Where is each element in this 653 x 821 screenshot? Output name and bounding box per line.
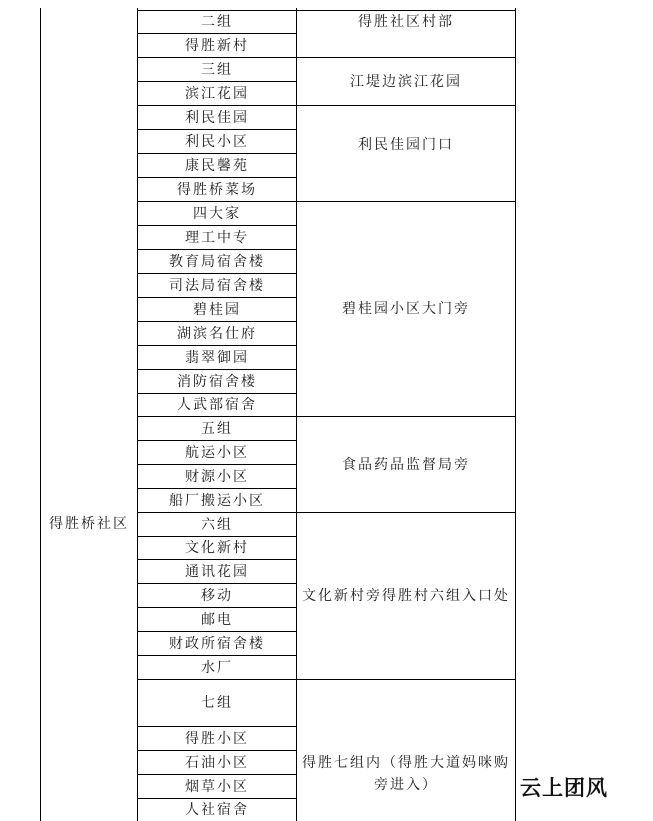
unit-cell: 翡翠御园 — [185, 349, 249, 366]
location-cell: 江堤边滨江花园 — [350, 73, 462, 90]
unit-cell: 财源小区 — [185, 468, 249, 485]
unit-cell: 利民佳园 — [185, 109, 249, 126]
unit-cell: 教育局宿舍楼 — [169, 253, 265, 270]
unit-cell: 六组 — [201, 516, 233, 533]
location-cell: 文化新村旁得胜村六组入口处 — [302, 588, 510, 604]
watermark-logo: 云上团风 — [520, 775, 608, 800]
unit-cell: 人社宿舍 — [185, 802, 249, 818]
community-name: 得胜桥社区 — [49, 516, 129, 532]
unit-cell: 财政所宿舍楼 — [169, 635, 265, 652]
unit-cell: 三组 — [201, 61, 233, 78]
unit-cell: 康民馨苑 — [185, 157, 249, 174]
unit-cell: 四大家 — [193, 205, 241, 222]
unit-cell: 二组 — [201, 14, 233, 30]
location-cell: 得胜七组内（得胜大道妈咪购旁进入） — [302, 755, 510, 793]
unit-cell: 水厂 — [201, 659, 233, 676]
unit-cell: 七组 — [201, 695, 233, 711]
location-cell: 利民佳园门口 — [358, 136, 454, 153]
unit-cell: 司法局宿舍楼 — [169, 277, 265, 294]
unit-cell: 五组 — [201, 420, 233, 437]
unit-cell: 消防宿舍楼 — [177, 373, 257, 390]
unit-cell: 利民小区 — [185, 133, 249, 150]
unit-cell: 得胜小区 — [185, 730, 249, 747]
unit-cell: 移动 — [201, 587, 233, 604]
unit-cell: 航运小区 — [185, 444, 249, 461]
unit-cell: 文化新村 — [185, 540, 249, 556]
unit-cell: 滨江花园 — [185, 85, 249, 102]
unit-cell: 湖滨名仕府 — [177, 325, 257, 342]
unit-cell: 理工中专 — [185, 229, 249, 246]
location-cell: 食品药品监督局旁 — [342, 456, 470, 473]
unit-cell: 得胜新村 — [185, 37, 249, 54]
location-cell: 碧桂园小区大门旁 — [342, 301, 470, 317]
location-cell: 得胜社区村部 — [358, 14, 454, 30]
unit-cell: 得胜桥菜场 — [177, 181, 257, 198]
unit-cell: 通讯花园 — [185, 563, 249, 580]
unit-cell: 烟草小区 — [185, 778, 249, 795]
unit-cell: 船厂搬运小区 — [169, 492, 265, 509]
unit-cell: 石油小区 — [185, 754, 249, 771]
unit-cell: 碧桂园 — [193, 301, 241, 318]
unit-cell: 人武部宿舍 — [177, 397, 257, 413]
table-border-left — [40, 8, 41, 821]
table-border-right — [515, 8, 516, 821]
unit-cell: 邮电 — [201, 611, 233, 628]
